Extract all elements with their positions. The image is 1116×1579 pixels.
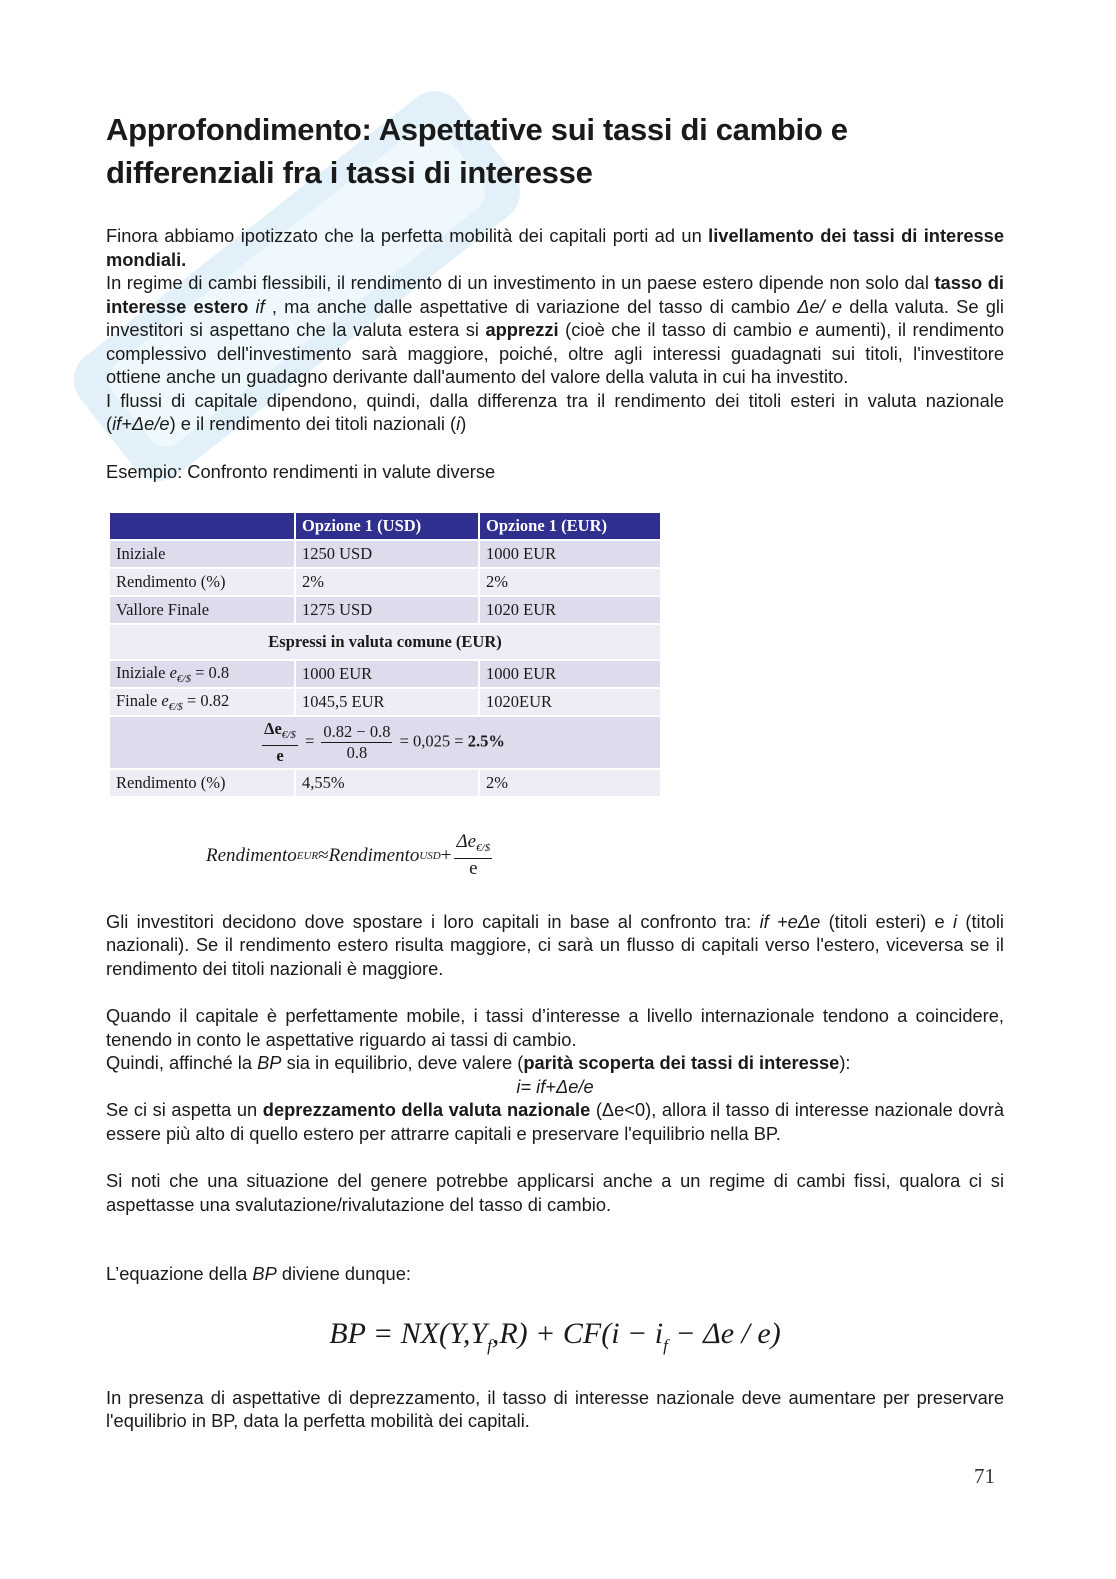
body-paragraph-9: L’equazione della BP diviene dunque:: [106, 1263, 411, 1284]
body-paragraph-6: Quindi, affinché la BP sia in equilibrio, deve valere (parità scoperta dei tassi di interesse):: [106, 1052, 851, 1073]
table-cell: Iniziale: [110, 541, 294, 567]
table-row: [110, 569, 660, 595]
body-paragraph-4: Gli investitori decidono dove spostare i loro capitali in base al confronto tra: if +eΔe (titoli esteri) e i (titoli nazionali). Se il rendimento estero risulta maggiore, ci sarà un flusso di capitali verso l'estero, viceversa se il rendimento dei titoli nazionali è maggiore.: [106, 910, 1004, 979]
document-page: [106, 108, 1004, 1433]
table-cell: 2%: [478, 569, 660, 595]
table-row: [110, 597, 660, 623]
table-cell: 1000 EUR: [478, 541, 660, 567]
page-title: Approfondimento: Aspettative sui tassi di cambio e differenziali fra i tassi di interesse: [106, 112, 848, 190]
table-cell: 4,55%: [294, 770, 478, 796]
intro-paragraph-1: Finora abbiamo ipotizzato che la perfetta mobilità dei capitali porti ad un livellamento dei tassi di interesse mondiali.: [106, 225, 1004, 270]
table-row: [110, 689, 660, 715]
intro-paragraph-3: I flussi di capitale dipendono, quindi, dalla differenza tra il rendimento dei titoli esteri in valuta nazionale (if+Δe/e) e il rendimento dei titoli nazionali (i): [106, 389, 1004, 434]
table-cell: 1275 USD: [294, 597, 478, 623]
body-paragraph-8: Si noti che una situazione del genere potrebbe applicarsi anche a un regime di cambi fissi, qualora ci si aspettasse una svalutazione/rivalutazione del tasso di cambio.: [106, 1170, 1004, 1215]
header-cell: Opzione 1 (EUR): [478, 513, 660, 539]
table-row: [110, 770, 660, 796]
section-label: Espressi in valuta comune (EUR): [110, 625, 660, 659]
header-cell: Opzione 1 (USD): [294, 513, 478, 539]
table-cell: 1250 USD: [294, 541, 478, 567]
table-cell: Iniziale $e_{€/\$} = 0.8$: [110, 661, 294, 687]
table-header-row: [110, 513, 660, 539]
table-cell: 2%: [294, 569, 478, 595]
table-cell: Finale $e_{€/\$} = 0.82$: [110, 689, 294, 715]
table-cell: 1000 EUR: [478, 661, 660, 687]
table-cell: Rendimento (%): [110, 770, 294, 796]
page-number: 71: [974, 1464, 995, 1488]
intro-paragraph-2: In regime di cambi flessibili, il rendimento di un investimento in un paese estero dipende non solo dal tasso di interesse estero if , ma anche dalle aspettative di variazione del tasso di cambio Δe/ e della valuta. Se gli investitori si aspettano che la valuta estera si apprezzi (cioè che il tasso di cambio e aumenti), il rendimento complessivo dell'investimento sarà maggiore, poiché, oltre agli interessi guadagnati sui titoli, l'investitore ottiene anche un guadagno derivante dall'aumento del valore della valuta in cui ha investito.: [106, 272, 1004, 387]
body-paragraph-5: Quando il capitale è perfettamente mobile, i tassi d’interesse a livello internazionale tendono a coincidere, tenendo in conto le aspettative riguardo ai tassi di cambio.: [106, 1005, 1004, 1050]
delta-formula: $\frac{\Delta e_{€/\$}}{e}$ = $\frac{0.82 - 0.8}{0.8}$ = 0,025 = 2.5%: [110, 717, 660, 768]
example-label: Esempio: Confronto rendimenti in valute diverse: [106, 460, 496, 482]
table-row: [110, 541, 660, 567]
parity-equation: i= if+Δe/e: [516, 1075, 594, 1097]
bp-equation: BP = $NX(Y,Y_f,R) + CF(i - i_f - \Delta e / e)$: [329, 1316, 781, 1355]
table-cell: Vallore Finale: [110, 597, 294, 623]
return-approximation-formula: Rendimento EUR ≈ Rendimento USD + $\frac{\Delta e_{€/\$}}{e}$: [206, 831, 491, 879]
table-section-row: [110, 625, 660, 659]
table-cell: Rendimento (%): [110, 569, 294, 595]
table-cell: 1045,5 EUR: [294, 689, 478, 715]
table-cell: 1020EUR: [478, 689, 660, 715]
table-delta-row: [110, 717, 660, 768]
table-row: [110, 661, 660, 687]
comparison-table: [110, 511, 660, 798]
header-cell: [110, 513, 294, 539]
table-cell: 1000 EUR: [294, 661, 478, 687]
body-paragraph-10: In presenza di aspettative di deprezzamento, il tasso di interesse nazionale deve aumentare per preservare l'equilibrio in BP, data la perfetta mobilità dei capitali.: [106, 1386, 1004, 1431]
table-cell: 2%: [478, 770, 660, 796]
body-paragraph-7: Se ci si aspetta un deprezzamento della valuta nazionale (Δe<0), allora il tasso di interesse nazionale dovrà essere più alto di quello estero per attrarre capitali e preservare l'equilibrio nella BP.: [106, 1099, 1005, 1144]
table-cell: 1020 EUR: [478, 597, 660, 623]
